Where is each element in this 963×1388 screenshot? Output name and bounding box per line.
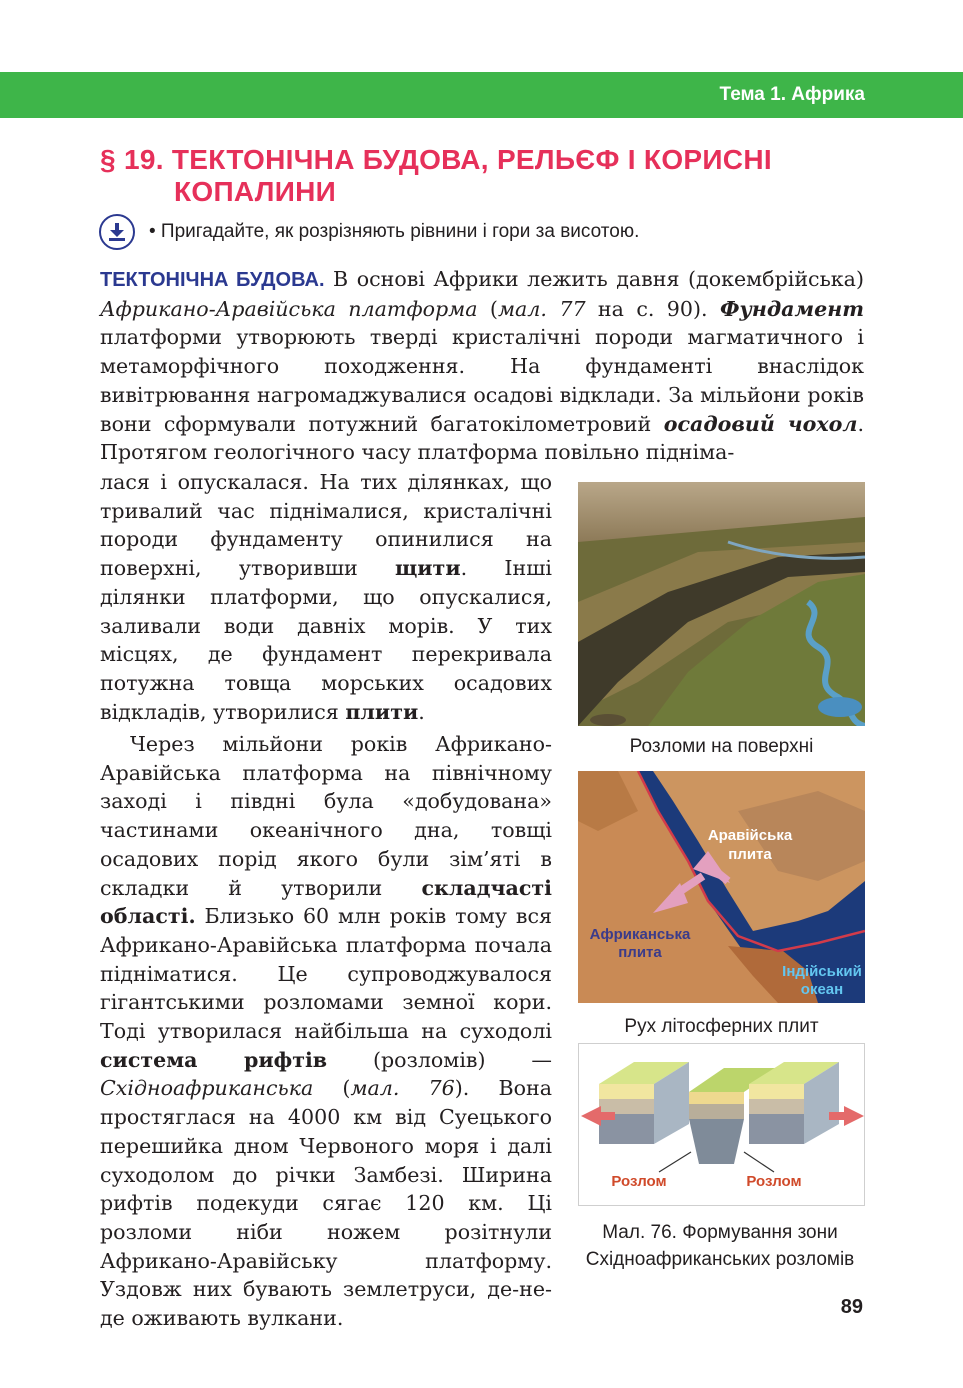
page-number: 89 <box>840 1296 863 1318</box>
rift-diagram <box>578 1043 865 1206</box>
paragraph-tectonic-narrow <box>100 468 552 726</box>
section-title-line1: § 19. ТЕКТОНІЧНА БУДОВА, РЕЛЬЄФ І КОРИСНІ <box>100 144 772 175</box>
term-fold-areas: складчасті області. <box>100 875 552 929</box>
figure-ref: мал. 76 <box>350 1076 455 1101</box>
recall-prompt <box>99 214 639 250</box>
term-plates: плити <box>345 699 419 724</box>
text: лася і опускалася. На тих ділянках, що тривалий час піднімалися, кристалічні породи фундаменту опинилися на поверхні, утворивши <box>100 470 552 581</box>
label-african-2: плита <box>618 944 662 961</box>
fault-label-left: Розлом <box>611 1173 667 1190</box>
text: платформи утворюють тверді кристалічні породи магматичного і метаморфічного походження. На фундаменті внаслідок вивітрювання нагромаджувалися осадові відклади. За мільйони років вони сформували потужний багатокілометровий <box>100 325 864 436</box>
fault-label-right: Розлом <box>746 1173 802 1190</box>
text: ( <box>313 1076 351 1101</box>
text: В основі Африки лежить давня (докембрійська) <box>324 267 864 291</box>
label-ocean-2: океан <box>800 981 844 998</box>
text: на с. 90). <box>585 296 720 321</box>
text: . Протягом геологічного часу платформа повільно підніма- <box>100 411 864 465</box>
figure-caption <box>560 1219 880 1273</box>
text: Близько 60 млн років тому вся Африкано-Аравійська платформа почала підніматися. Це супроводжувалося гігантськими розломами земної кори. Тоді утворилася найбільша на суходолі <box>100 904 552 1044</box>
figure-caption-line2: Східноафриканських розломів <box>585 1249 855 1270</box>
term-sediment-cover: осадовий чохол <box>663 411 858 436</box>
plate-map <box>578 771 865 1003</box>
text: (розломів) — <box>327 1047 552 1072</box>
label-arabian-2: плита <box>728 846 772 863</box>
text: . <box>418 699 425 724</box>
heading-tectonic: ТЕКТОНІЧНА БУДОВА. <box>100 269 325 291</box>
label-arabian-1: Аравійська <box>707 827 793 844</box>
term-shields: щити <box>395 556 461 581</box>
map-caption: Рух літосферних плит <box>624 1016 819 1037</box>
term-rift-system: система рифтів <box>100 1047 328 1072</box>
recall-text: • Пригадайте, як розрізняють рівнини і гори за висотою. <box>149 221 640 242</box>
topic-label: Тема 1. Африка <box>719 84 865 105</box>
text: . Інші ділянки платформи, що опускалися, заливали води давніх морів. У тих місцях, де фундамент перекривала потужна товща морських осадових відкладів, утворилися <box>100 556 553 724</box>
section-title-line2: КОПАЛИНИ <box>174 176 337 207</box>
text: ). Вона простяглася на 4000 км від Суецького перешийка дном Червоного моря і далі суходолом до річки Замбезі. Ширина рифтів подекуди сягає 120 км. Ці розломи ніби ножем розітнули Африкано-Аравійську платформу. Уздовж них бувають землетруси, де-не-де оживають вулкани. <box>100 1076 552 1331</box>
term-platform: Африкано-Аравійська платформа <box>100 296 478 321</box>
paragraph-tectonic-full <box>100 265 864 467</box>
paragraph-rifts <box>100 730 552 1333</box>
term-foundation: Фундамент <box>719 296 864 321</box>
text: Через мільйони років Африкано-Аравійська платформа на північному заході і півдні була «добудована» частинами океанічного дна, товщі осадових порід якого були зім’яті в складки й утворили <box>100 732 552 900</box>
photo-caption: Розломи на поверхні <box>629 736 814 757</box>
term-east-african: Східноафриканська <box>100 1076 314 1101</box>
rift-photo <box>578 482 865 726</box>
figure-caption-line1: Мал. 76. Формування зони <box>602 1222 838 1243</box>
label-african-1: Африканська <box>589 926 691 943</box>
download-icon <box>99 214 135 250</box>
text: ( <box>477 296 498 321</box>
topic-band <box>0 72 963 118</box>
figure-ref: мал. 77 <box>497 296 586 321</box>
section-title <box>100 144 860 208</box>
label-ocean-1: Індійський <box>782 963 862 980</box>
